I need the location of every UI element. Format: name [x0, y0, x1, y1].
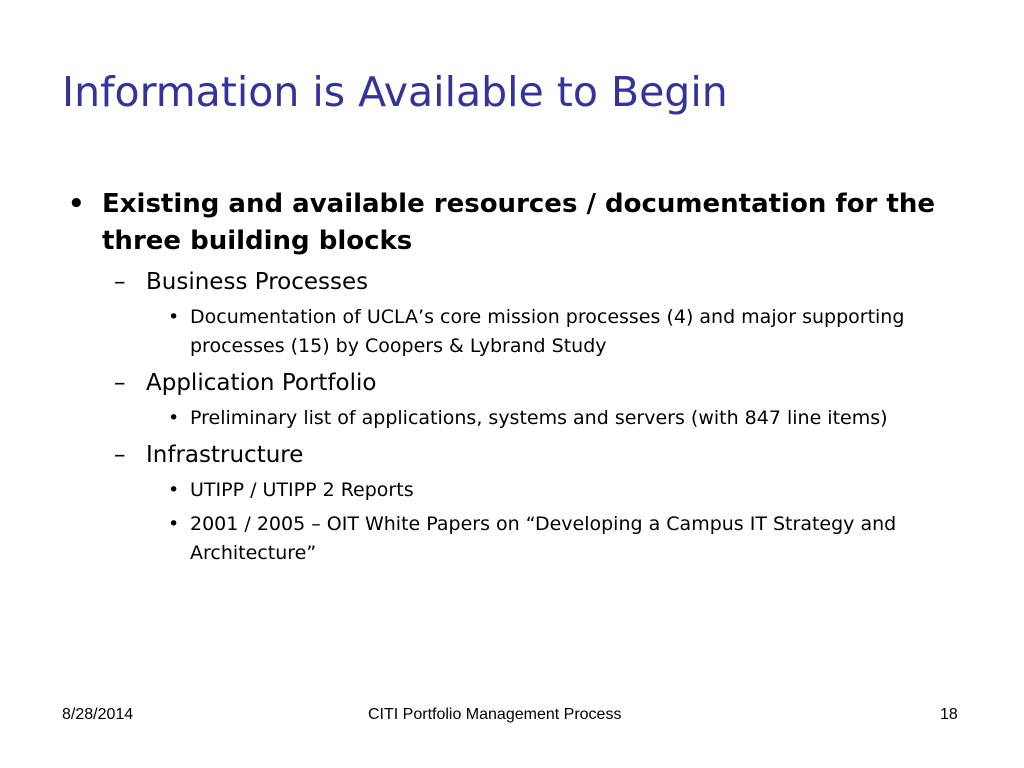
bullet-icon: • [168, 306, 180, 328]
list-item-text: Documentation of UCLA’s core mission processes (4) and major supporting processes (15) by Coopers & Lybrand Study [190, 306, 905, 357]
dash-icon: – [114, 269, 126, 295]
section-heading-text: Application Portfolio [146, 370, 377, 396]
dash-icon: – [114, 442, 126, 468]
list-item [62, 303, 950, 361]
main-bullet [62, 186, 952, 260]
list-item-text: UTIPP / UTIPP 2 Reports [190, 479, 414, 501]
bullet-icon: • [168, 479, 180, 501]
bullet-icon: • [68, 189, 85, 219]
list-item [62, 510, 950, 568]
slide-title: Information is Available to Begin [62, 68, 728, 116]
footer-date: 8/28/2014 [62, 706, 134, 723]
list-item-text: Preliminary list of applications, systems and servers (with 847 line items) [190, 407, 888, 429]
list-item-text: 2001 / 2005 – OIT White Papers on “Developing a Campus IT Strategy and Architecture” [190, 513, 897, 564]
page-number: 18 [940, 706, 958, 723]
list-item [62, 404, 950, 433]
slide-body [62, 186, 962, 568]
section-heading-text: Business Processes [146, 269, 369, 295]
list-item [62, 476, 950, 505]
footer-title: CITI Portfolio Management Process [368, 706, 622, 723]
dash-icon: – [114, 370, 126, 396]
section-heading-infrastructure [62, 439, 962, 471]
section-heading-text: Infrastructure [146, 442, 304, 468]
section-heading-application-portfolio [62, 367, 962, 399]
main-bullet-text: Existing and available resources / documentation for the three building blocks [102, 189, 936, 256]
bullet-icon: • [168, 513, 180, 535]
bullet-icon: • [168, 407, 180, 429]
section-heading-business-processes [62, 266, 962, 298]
